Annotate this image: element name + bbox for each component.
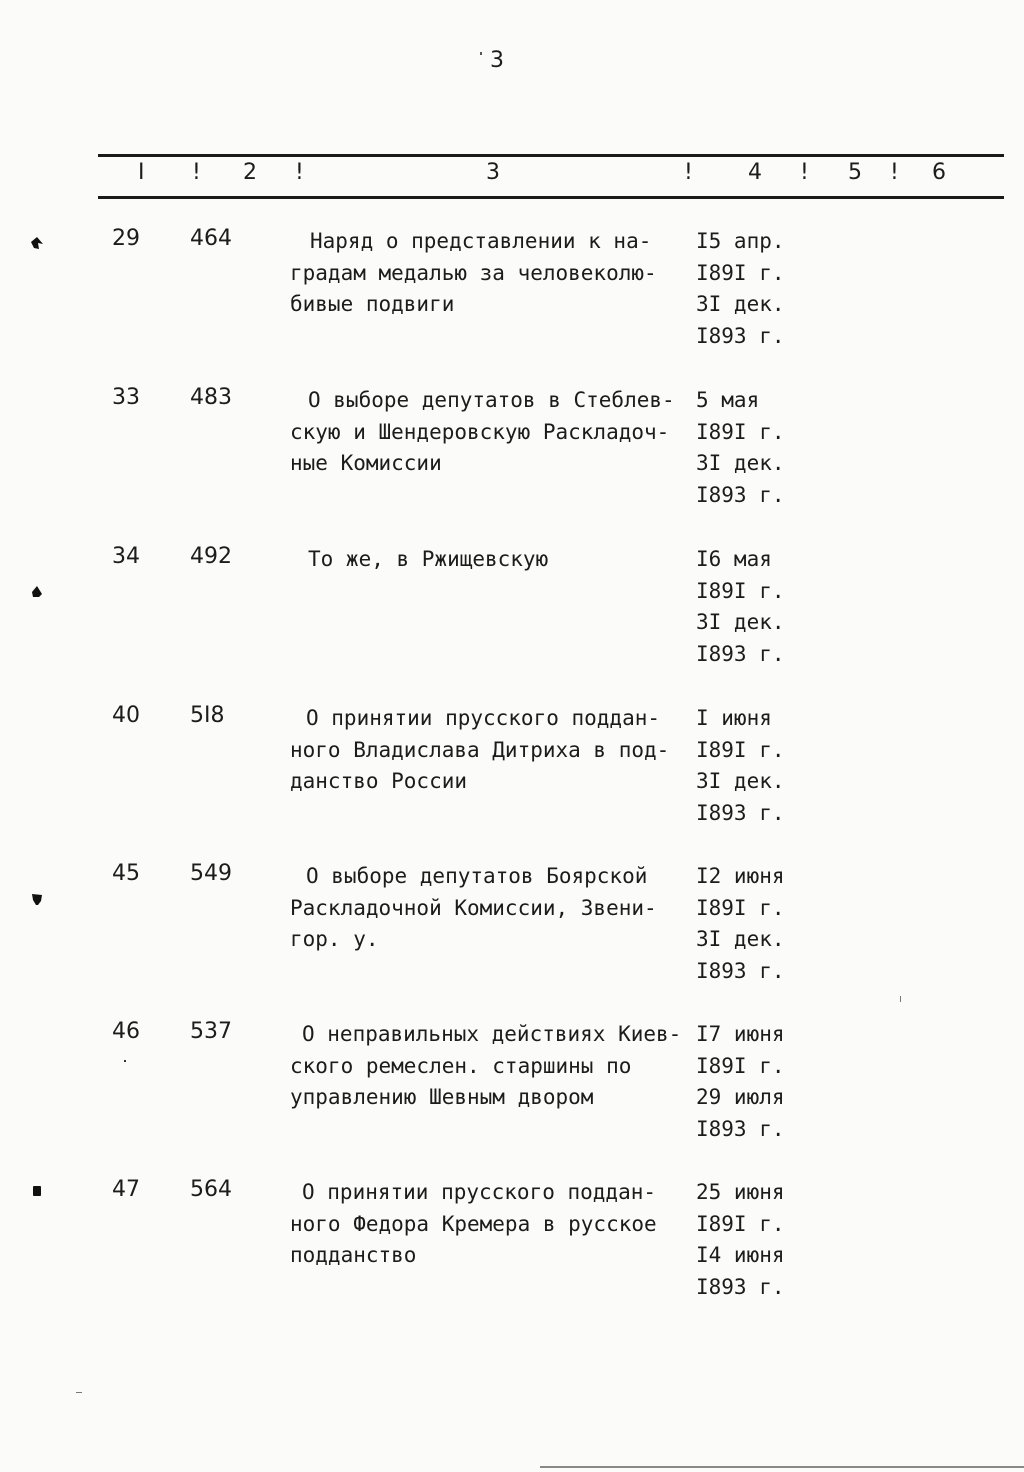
table-row: [0, 385, 1024, 535]
table-rule-top: [98, 154, 1004, 157]
date-line: I2 июня: [696, 864, 785, 888]
scan-speck: [900, 996, 901, 1002]
title-line: бивые подвиги: [290, 292, 455, 316]
date-line: I893 г.: [696, 1274, 785, 1299]
scan-edge-line: [540, 1466, 1024, 1468]
date-line: I6 мая: [696, 547, 772, 571]
header-sep: !: [295, 160, 304, 185]
date-line: 25 июня: [696, 1180, 785, 1204]
record-title: [290, 1177, 702, 1272]
record-number: 47: [112, 1177, 140, 1202]
title-line: гор. у.: [290, 927, 379, 951]
title-line: ского ремеслен. старшины по: [290, 1053, 632, 1078]
file-number: 5I8: [190, 703, 225, 728]
table-rule-bottom: [98, 196, 1004, 199]
record-number: 33: [112, 385, 140, 410]
date-line: 3I дек.: [696, 451, 785, 475]
header-col1: I: [138, 160, 145, 185]
title-line: данство России: [290, 769, 468, 793]
date-line: 3I дек.: [696, 927, 785, 951]
header-col2: 2: [243, 160, 257, 185]
record-number: 34: [112, 544, 140, 569]
table-row: [0, 703, 1024, 853]
record-dates: [696, 385, 806, 511]
date-line: I89I г.: [696, 260, 785, 285]
record-number: 46: [112, 1019, 140, 1044]
date-line: I7 июня: [696, 1022, 785, 1046]
date-line: I893 г.: [696, 323, 785, 348]
file-number: 483: [190, 385, 232, 410]
header-sep: !: [890, 160, 899, 185]
scan-speck: [480, 52, 482, 55]
title-line: ного Владислава Дитриха в под-: [290, 737, 670, 762]
header-sep: !: [800, 160, 809, 185]
scan-speck: [76, 1392, 82, 1393]
date-line: I89I г.: [696, 419, 785, 444]
date-line: I893 г.: [696, 482, 785, 507]
record-dates: [696, 1019, 806, 1145]
page-number: 3: [490, 48, 504, 73]
header-sep: !: [684, 160, 693, 185]
date-line: I89I г.: [696, 1211, 785, 1236]
file-number: 464: [190, 226, 232, 251]
record-dates: [696, 544, 806, 670]
date-line: I893 г.: [696, 800, 785, 825]
date-line: 29 июля: [696, 1085, 785, 1109]
title-line: управлению Шевным двором: [290, 1085, 594, 1109]
record-title: [290, 385, 702, 480]
title-line: О принятии прусского поддан-: [306, 706, 661, 730]
header-col6: 6: [932, 160, 946, 185]
date-line: 3I дек.: [696, 769, 785, 793]
title-line: ные Комиссии: [290, 451, 442, 475]
record-dates: [696, 1177, 806, 1303]
title-line: ного Федора Кремера в русское: [290, 1211, 657, 1236]
table-row: [0, 861, 1024, 1011]
record-dates: [696, 226, 806, 352]
title-line: Наряд о представлении к на-: [310, 229, 652, 253]
date-line: I4 июня: [696, 1243, 785, 1267]
header-sep: !: [192, 160, 201, 185]
record-title: [290, 703, 702, 798]
file-number: 492: [190, 544, 232, 569]
header-col4: 4: [748, 160, 762, 185]
date-line: 3I дек.: [696, 610, 785, 634]
file-number: 549: [190, 861, 232, 886]
title-line: градам медалью за человеколю-: [290, 260, 657, 285]
date-line: 3I дек.: [696, 292, 785, 316]
date-line: I893 г.: [696, 1116, 785, 1141]
title-line: Раскладочной Комиссии, Звени-: [290, 895, 657, 920]
scan-speck: [124, 1060, 126, 1062]
header-col3: 3: [486, 160, 500, 185]
punch-hole-icon: [30, 1184, 44, 1198]
table-row: [0, 1019, 1024, 1169]
title-line: скую и Шендеровскую Раскладоч-: [290, 419, 670, 444]
file-number: 564: [190, 1177, 232, 1202]
date-line: I89I г.: [696, 1053, 785, 1078]
punch-hole-icon: [30, 236, 44, 250]
record-number: 45: [112, 861, 140, 886]
date-line: I5 апр.: [696, 229, 785, 253]
header-col5: 5: [848, 160, 862, 185]
record-title: [290, 861, 702, 956]
table-row: [0, 1177, 1024, 1327]
date-line: 5 мая: [696, 388, 760, 412]
date-line: I89I г.: [696, 737, 785, 762]
record-number: 40: [112, 703, 140, 728]
title-line: О принятии прусского поддан-: [302, 1180, 657, 1204]
punch-hole-icon: [30, 585, 44, 599]
title-line: подданство: [290, 1243, 417, 1267]
date-line: I893 г.: [696, 641, 785, 666]
table-row: [0, 226, 1024, 376]
record-dates: [696, 861, 806, 987]
title-line: О выборе депутатов в Стеблев-: [308, 388, 675, 412]
file-number: 537: [190, 1019, 232, 1044]
title-line: О неправильных действиях Киев-: [302, 1022, 682, 1046]
date-line: I июня: [696, 706, 772, 730]
record-number: 29: [112, 226, 140, 251]
title-line: О выборе депутатов Боярской: [306, 864, 648, 888]
record-title: [290, 226, 702, 321]
date-line: I893 г.: [696, 958, 785, 983]
punch-hole-icon: [30, 892, 44, 906]
table-row: [0, 544, 1024, 694]
date-line: I89I г.: [696, 578, 785, 603]
record-title: [290, 1019, 702, 1114]
record-dates: [696, 703, 806, 829]
title-line: То же, в Ржищевскую: [308, 547, 549, 571]
record-title: [290, 544, 702, 576]
date-line: I89I г.: [696, 895, 785, 920]
